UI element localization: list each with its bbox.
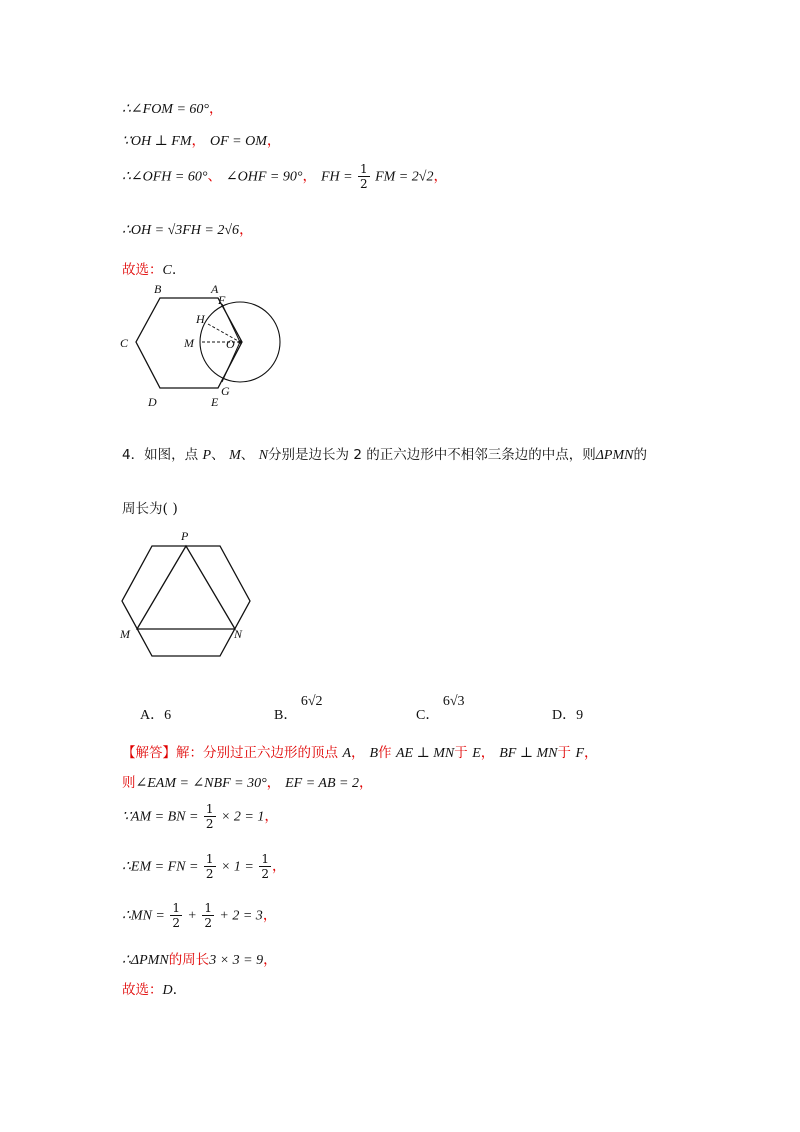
solution-step-2: 则∠EAM = ∠NBF = 30°， EF = AB = 2， (122, 775, 373, 791)
fraction-half: $\frac{1}{2}$ (205, 852, 214, 881)
answer-line-d: 故选：D. (122, 982, 178, 998)
step-fom: ∴∠FOM = 60°， (122, 101, 224, 117)
hexagon-shape (122, 546, 250, 656)
option-b[interactable]: B． 6√2 (274, 694, 323, 723)
center-point (238, 340, 242, 344)
step-oh-value: ∴OH = √3FH = 2√6， (122, 222, 254, 238)
label-o: O (226, 337, 235, 351)
solution-step-6: ∴ΔPMN的周长3 × 3 = 9， (122, 952, 278, 968)
solution-step-1: 【解答】解：分别过正六边形的顶点 A， B作 AE ⊥ MN于 E， BF ⊥ MN于 F， (122, 745, 599, 761)
hexagon-circle-figure (110, 280, 290, 410)
label-f: F (218, 293, 226, 307)
fraction-half: $\frac{1}{2}$ (360, 162, 368, 191)
label-g: G (221, 384, 230, 398)
fraction-half: $\frac{1}{2}$ (261, 852, 269, 881)
hexagon-triangle-figure (110, 528, 270, 663)
option-c[interactable]: C． 6√3 (416, 694, 465, 723)
fraction-half: $\frac{1}{2}$ (172, 901, 180, 930)
label-h: H (196, 312, 205, 326)
answer-line-c: 故选：C. (122, 262, 177, 278)
label-p: P (181, 529, 189, 543)
label-n: N (234, 627, 243, 641)
solution-step-5: ∴MN = $\frac{1}{2}$ + $\frac{1}{2}$ + 2 = 3， (122, 901, 277, 930)
question-4-line2: 周长为( ) (122, 501, 178, 517)
triangle-pmn (137, 546, 235, 629)
label-d: D (148, 395, 157, 409)
fraction-half: $\frac{1}{2}$ (205, 802, 214, 831)
label-b: B (154, 282, 162, 296)
option-d[interactable]: D．9 (552, 708, 584, 723)
fraction-half: $\frac{1}{2}$ (204, 901, 212, 930)
step-ofh: ∴∠OFH = 60°、 ∠OHF = 90°， FH = $\frac{1}{2}$ FM = 2√2， (122, 162, 448, 191)
label-m: M (184, 336, 194, 350)
label-m: M (120, 627, 130, 641)
label-e: E (211, 395, 219, 409)
solution-step-4: ∴EM = FN = $\frac{1}{2}$ × 1 = $\frac{1}{2}$ ， (122, 852, 286, 881)
option-a[interactable]: A．6 (140, 708, 172, 723)
label-a: A (211, 282, 219, 296)
question-4-line1: 4．如图，点 P、 M、 N分别是边长为 2 的正六边形中不相邻三条边的中点，则ΔPMN的 (122, 447, 647, 463)
solution-step-3: ∵AM = BN = $\frac{1}{2}$ × 2 = 1， (122, 802, 279, 831)
label-c: C (120, 336, 129, 350)
step-oh-perp: ∵OH ⊥ FM， OF = OM， (122, 133, 281, 149)
